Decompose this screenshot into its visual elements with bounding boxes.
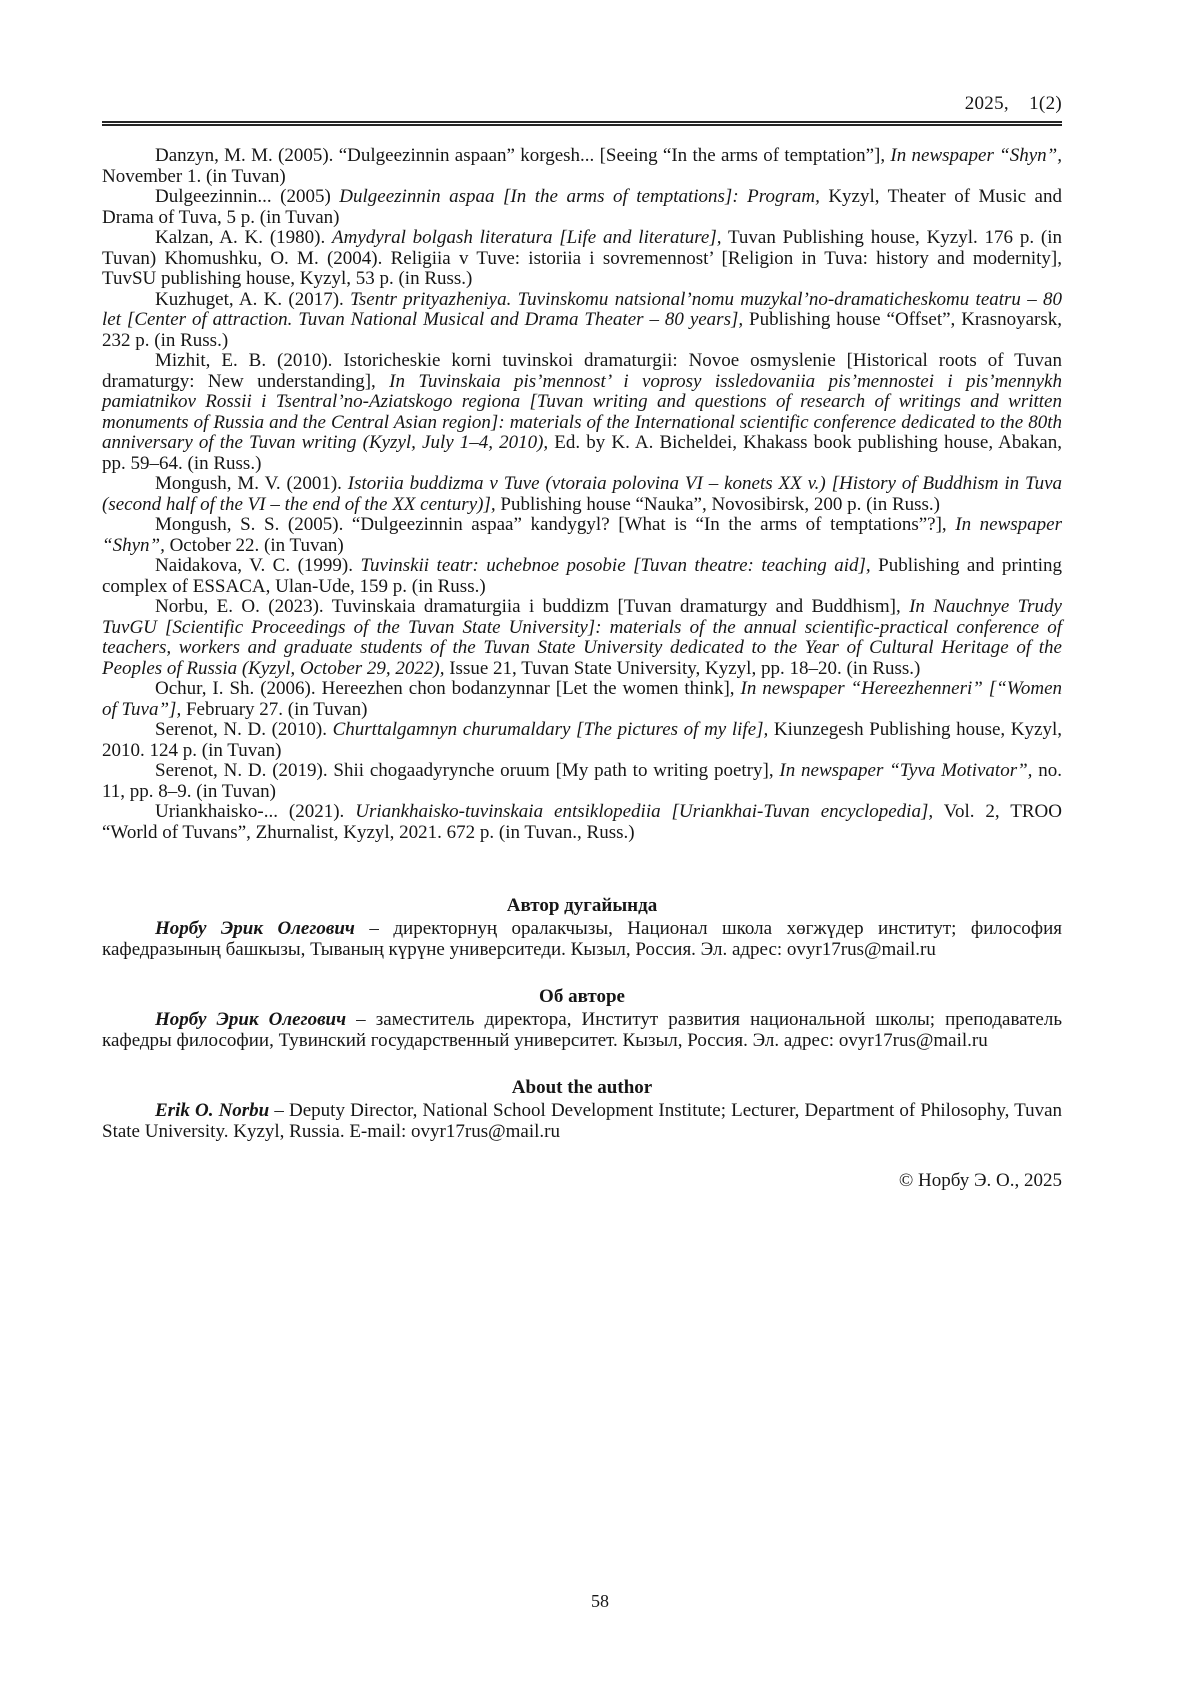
section-heading: Автор дугайында — [506, 895, 658, 916]
text-run: Vol. 2, TROO “World of Tuvans”, Zhurnalist, Kyzyl, 2021. 672 p. (in Tuvan., Russ.) — [102, 801, 1062, 843]
text-run: Uriankhaisko-... (2021). — [155, 801, 356, 822]
reference-item — [102, 228, 1062, 290]
text-run: Mongush, M. V. (2001). — [155, 473, 348, 494]
text-run: In newspaper “Shyn”, — [102, 514, 1063, 556]
reference-item — [102, 146, 1062, 187]
text-run: In newspaper “Shyn”, — [890, 145, 1062, 166]
text-run: Kyzyl, Theater of Music and Drama of Tuva, 5 p. (in Tuvan) — [102, 186, 1062, 228]
text-run: Kalzan, A. K. (1980). — [155, 227, 333, 248]
text-run: Tsentr prityazheniya. Tuvinskomu natsional’nomu muzykal’no-dramaticheskomu teatru – 80 let [Center of attraction. Tuvan National Musical and Drama Theater – 80 years], — [102, 288, 1062, 330]
text-run: Publishing and printing complex of ESSACA, Ulan-Ude, 159 p. (in Russ.) — [102, 555, 1062, 597]
text-run: Ed. by K. A. Bicheldei, Khakass book publishing house, Abakan, pp. 59–64. (in Russ.) — [102, 432, 1062, 474]
reference-item — [102, 187, 1062, 228]
section-heading: Об авторе — [539, 986, 625, 1007]
references-list — [102, 146, 1062, 843]
text-run: Serenot, N. D. (2010). — [155, 719, 333, 740]
text-run: Tuvan Publishing house, Kyzyl. 176 p. (in Tuvan) Khomushku, O. M. (2004). Religiia v Tuve: istoriia i sovremennost’ [Religion in Tuva: history and modernity], TuvSU publishing house, Kyzyl, 53 p. (in Russ.) — [102, 227, 1062, 289]
author-info-paragraph — [102, 919, 1062, 960]
text-run: Dulgeezinnin aspaa [In the arms of temptations]: Program, — [339, 186, 820, 207]
text-run: In Tuvinskaia pis’mennost’ i voprosy issledovaniia pis’mennostei i pis’mennykh pamiatnikov Rossii i Tsentral’no-Aziatskogo regiona [Tuvan writing and questions of research of writings and written monuments of Russia and the Central Asian region]: materials of the International scientific conference dedicated to the 80th anniversary of the Tuvan writing (Kyzyl, July 1–4, 2010), — [102, 370, 1062, 453]
text-run: Kiunzegesh Publishing house, Kyzyl, 2010. 124 p. (in Tuvan) — [102, 719, 1062, 761]
text-run: Норбу Эрик Олегович — [155, 918, 355, 939]
reference-item — [102, 290, 1062, 352]
reference-item — [102, 474, 1062, 515]
text-run: Issue 21, Tuvan State University, Kyzyl, pp. 18–20. (in Russ.) — [444, 657, 921, 679]
text-run: Naidakova, V. C. (1999). — [155, 555, 361, 576]
text-run: Publishing house “Offset”, Krasnoyarsk, 232 p. (in Russ.) — [102, 309, 1062, 351]
page-number: 58 — [591, 1591, 609, 1611]
text-run: In Nauchnye Trudy TuvGU [Scientific Proceedings of the Tuvan State University]: materials of the annual scientific-practical conference of teachers, workers and graduate students of the Tuvan State University dedicated to the Year of Cultural Heritage of the Peoples of Russia (Kyzyl, October 29, 2022), — [102, 596, 1062, 679]
text-run: November 1. (in Tuvan) — [102, 165, 286, 187]
copyright-notice: © Норбу Э. О., 2025 — [898, 1170, 1062, 1191]
text-run: Danzyn, M. M. (2005). “Dulgeezinnin aspaan” korgesh... [Seeing “In the arms of temptation”], — [155, 145, 891, 166]
text-run: Publishing house “Nauka”, Novosibirsk, 200 p. (in Russ.) — [495, 493, 940, 515]
reference-item — [102, 761, 1062, 802]
text-run: no. 11, pp. 8–9. (in Tuvan) — [102, 760, 1062, 802]
text-run: Норбу Эрик Олегович — [155, 1009, 347, 1030]
text-run: – заместитель директора, Институт развития национальной школы; преподаватель кафедры философии, Тувинский государственный университет. Кызыл, Россия. Эл. адрес: ovyr17rus@mail.ru — [102, 1009, 1062, 1051]
text-run: February 27. (in Tuvan) — [181, 698, 368, 720]
section-heading: About the author — [511, 1077, 653, 1098]
text-run: Kuzhuget, A. K. (2017). — [155, 288, 351, 310]
text-run: Tuvinskii teatr: uchebnoe posobie [Tuvan theatre: teaching aid], — [360, 555, 871, 576]
text-run: – директорнуң оралакчызы, Национал школа хөгжүдер институт; философия кафедразының башкызы, Тываның күрүне университеди. Кызыл, Россия. Эл. адрес: ovyr17rus@mail.ru — [102, 918, 1062, 960]
text-run: Ochur, I. Sh. (2006). Hereezhen chon bodanzynnar [Let the women think], — [155, 678, 741, 699]
text-run: Serenot, N. D. (2019). Shii chogaadyrynche oruum [My path to writing poetry], — [155, 760, 780, 781]
text-run: Dulgeezinnin... (2005) — [155, 186, 340, 207]
journal-issue-header: 2025, 1(2) — [964, 93, 1062, 114]
text-run: Amydyral bolgash literatura [Life and literature], — [332, 227, 722, 248]
reference-item — [102, 802, 1062, 843]
text-run: October 22. (in Tuvan) — [164, 534, 344, 556]
text-run: Erik O. Norbu — [155, 1100, 270, 1121]
author-info-paragraph — [102, 1101, 1062, 1142]
author-info-paragraph — [102, 1010, 1062, 1051]
text-run: Norbu, E. O. (2023). Tuvinskaia dramaturgiia i buddizm [Tuvan dramaturgy and Buddhism], — [155, 596, 910, 617]
reference-item — [102, 720, 1062, 761]
header-rule — [102, 121, 1062, 126]
text-run: Mizhit, E. B. (2010). Istoricheskie korni tuvinskoi dramaturgii: Novoe osmyslenie [Historical roots of Tuvan dramaturgy: New understanding], — [102, 350, 1062, 392]
text-run: Istoriia buddizma v Tuve (vtoraia polovina VI – konets XX v.) [History of Buddhism in Tuva (second half of the VI – the end of the XX century)], — [102, 473, 1062, 515]
reference-item — [102, 679, 1062, 720]
reference-item — [102, 556, 1062, 597]
text-run: In newspaper “Tyva Motivator”, — [779, 760, 1033, 781]
text-run: Mongush, S. S. (2005). “Dulgeezinnin aspaa” kandygyl? [What is “In the arms of temptations”?], — [155, 514, 956, 535]
reference-item — [102, 351, 1062, 474]
reference-item — [102, 597, 1062, 679]
text-run: In newspaper “Hereezhenneri” [“Women of Tuva”], — [102, 678, 1062, 720]
reference-item — [102, 515, 1062, 556]
author-sections — [102, 843, 1062, 1142]
text-run: Churttalgamnyn churumaldary [The pictures of my life], — [332, 719, 769, 740]
text-run: – Deputy Director, National School Development Institute; Lecturer, Department of Philosophy, Tuvan State University. Kyzyl, Russia. E-mail: ovyr17rus@mail.ru — [102, 1100, 1063, 1142]
text-run: Uriankhaisko-tuvinskaia entsiklopediia [Uriankhai-Tuvan encyclopedia], — [355, 801, 934, 822]
